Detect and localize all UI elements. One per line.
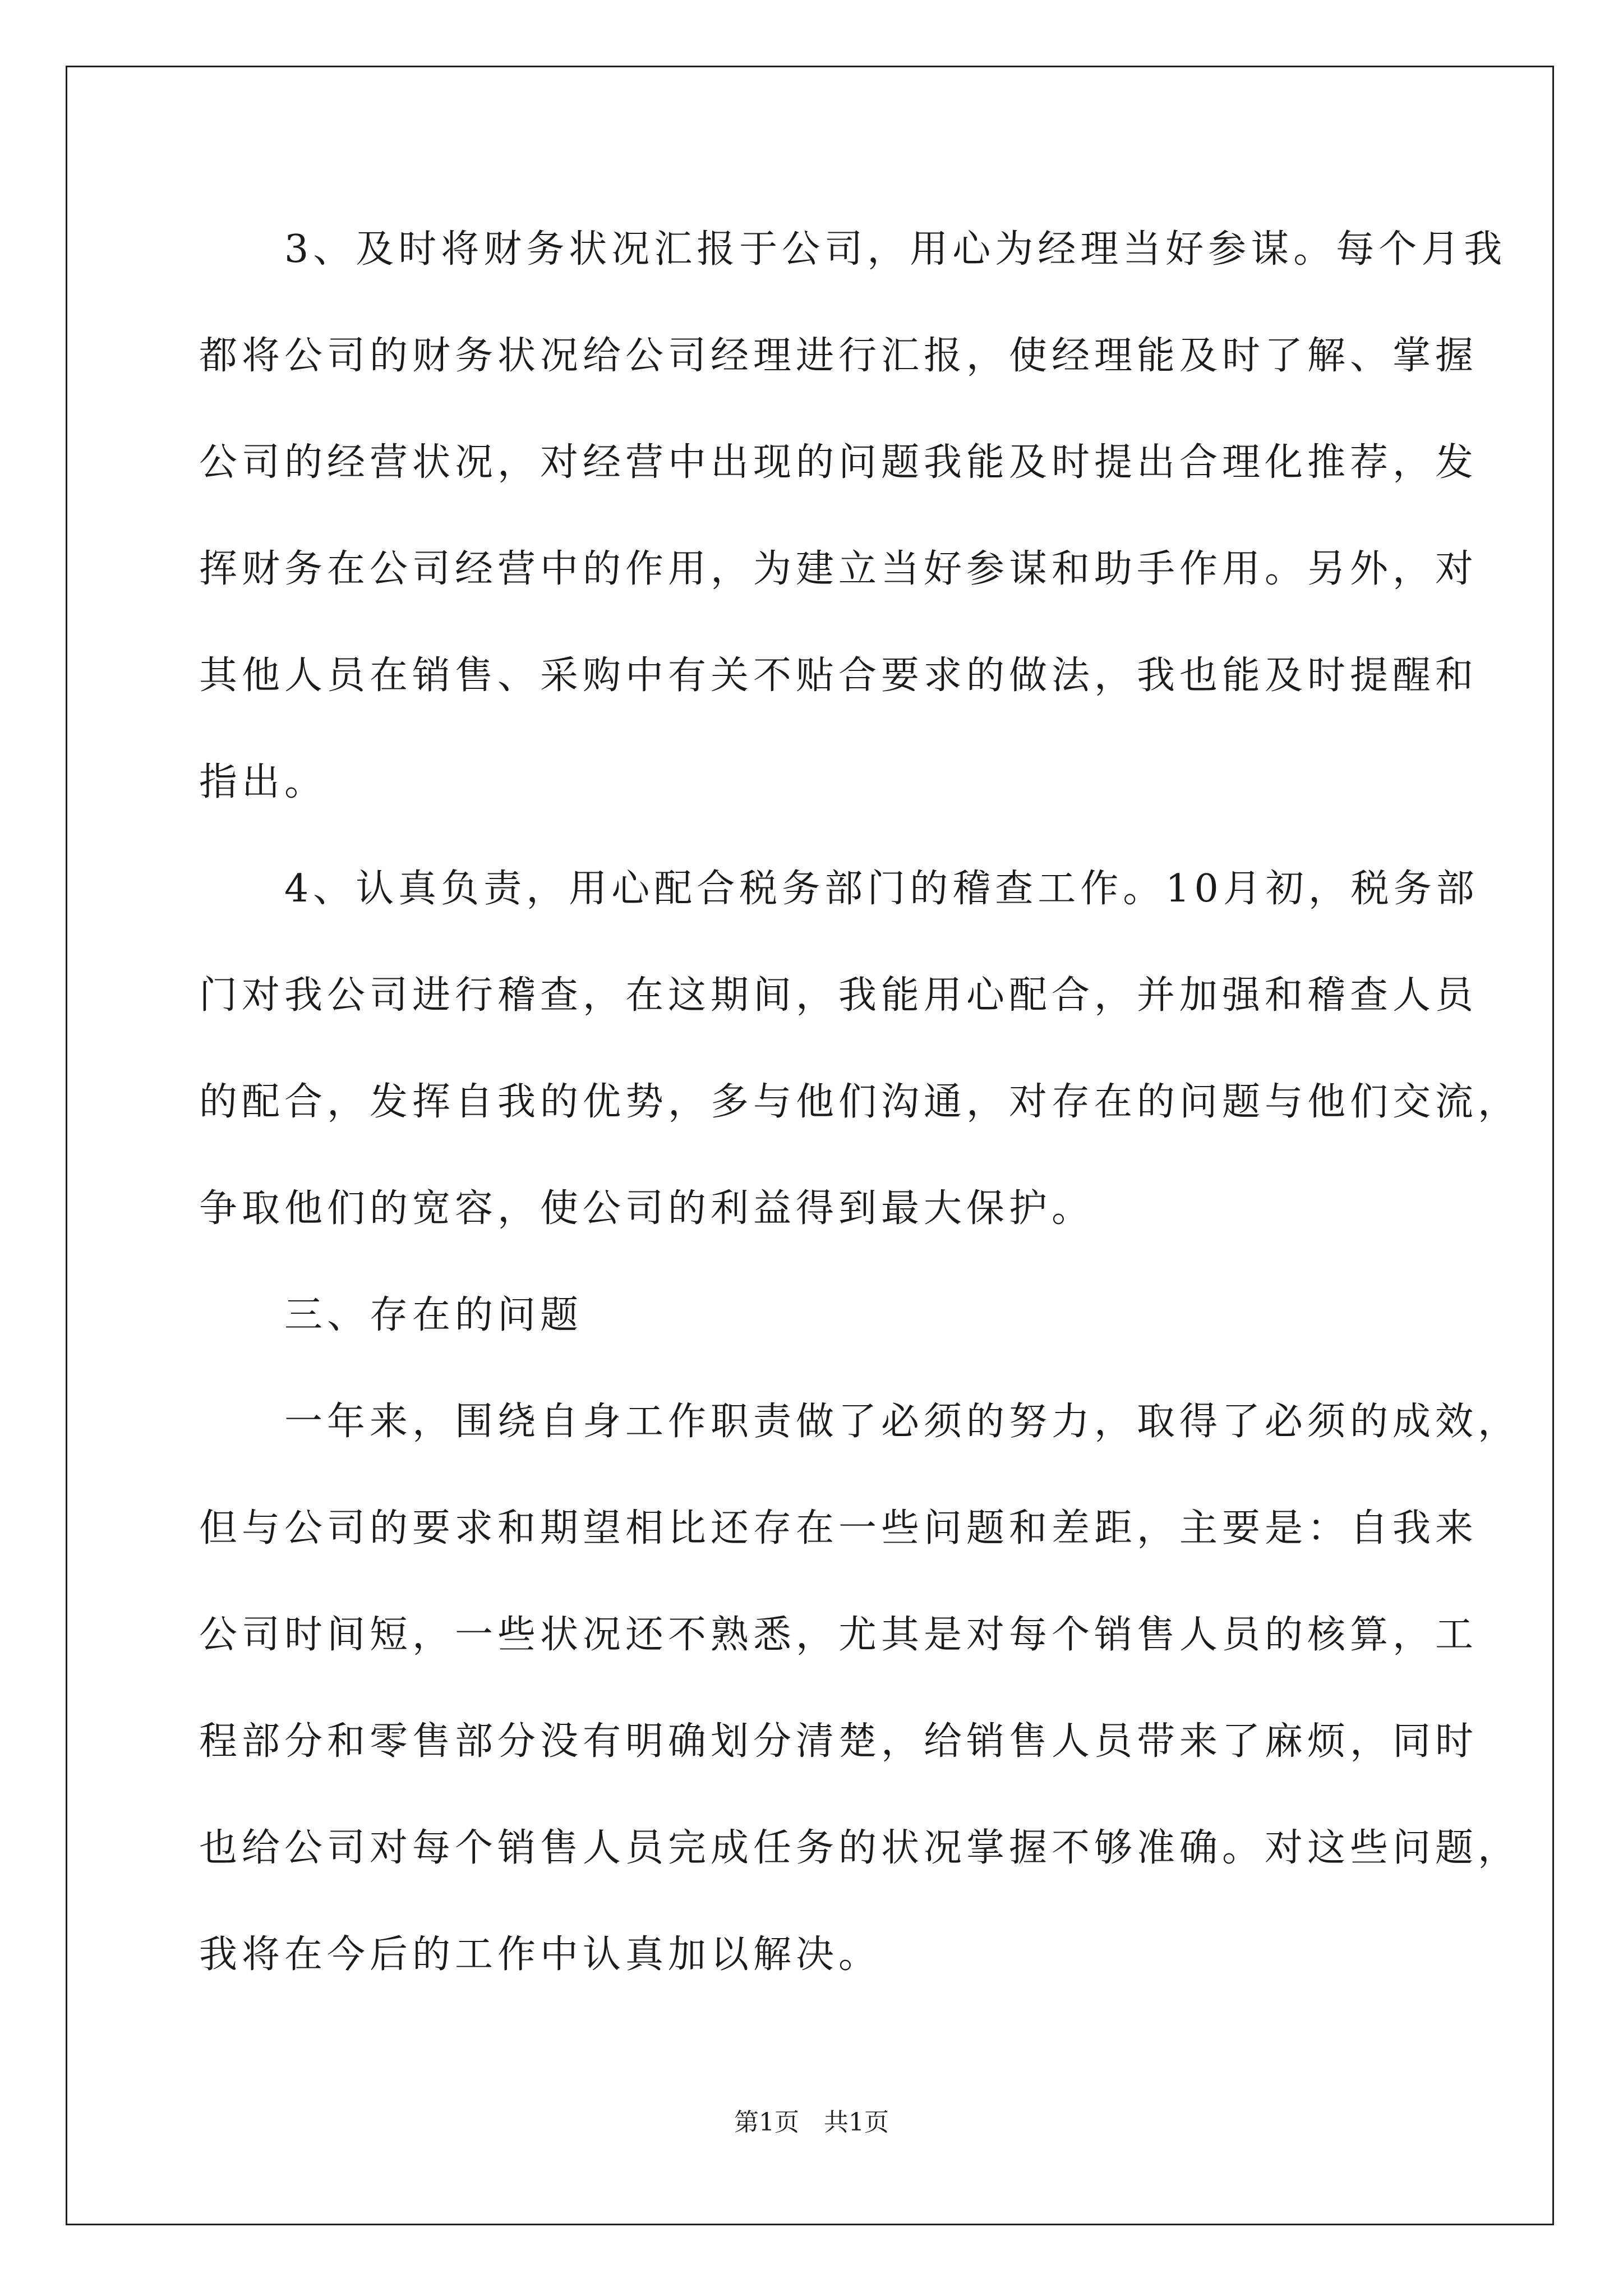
- text-line: 公司时间短，一些状况还不熟悉，尤其是对每个销售人员的核算，工: [199, 1613, 1478, 1657]
- text-line: 公司的经营状况，对经营中出现的问题我能及时提出合理化推荐，发: [199, 440, 1478, 485]
- text-line: 3、及时将财务状况汇报于公司，用心为经理当好参谋。每个月我: [199, 227, 1507, 272]
- text-line: 都将公司的财务状况给公司经理进行汇报，使经理能及时了解、掌握: [199, 334, 1478, 378]
- text-line: 4、认真负责，用心配合税务部门的稽查工作。10月初，税务部: [199, 867, 1479, 911]
- text-line: 挥财务在公司经营中的作用，为建立当好参谋和助手作用。另外，对: [199, 547, 1478, 591]
- text-line: 争取他们的宽容，使公司的利益得到最大保护。: [199, 1186, 1095, 1231]
- text-line: 程部分和零售部分没有明确划分清楚，给销售人员带来了麻烦，同时: [199, 1719, 1478, 1764]
- text-line: 我将在今后的工作中认真加以解决。: [199, 1932, 882, 1977]
- section-heading: 三、存在的问题: [199, 1293, 583, 1337]
- text-line: 也给公司对每个销售人员完成任务的状况掌握不够准确。对这些问题，: [199, 1826, 1521, 1870]
- text-line: 一年来，围绕自身工作职责做了必须的努力，取得了必须的成效，: [199, 1400, 1521, 1444]
- text-line: 其他人员在销售、采购中有关不贴合要求的做法，我也能及时提醒和: [199, 654, 1478, 698]
- page-number-footer: 第1页 共1页: [734, 2108, 889, 2137]
- text-line: 但与公司的要求和期望相比还存在一些问题和差距，主要是：自我来: [199, 1506, 1478, 1550]
- text-line: 的配合，发挥自我的优势，多与他们沟通，对存在的问题与他们交流，: [199, 1080, 1521, 1124]
- page-border: [66, 66, 1554, 2225]
- text-line: 门对我公司进行稽查，在这期间，我能用心配合，并加强和稽查人员: [199, 973, 1478, 1018]
- text-line: 指出。: [199, 760, 328, 804]
